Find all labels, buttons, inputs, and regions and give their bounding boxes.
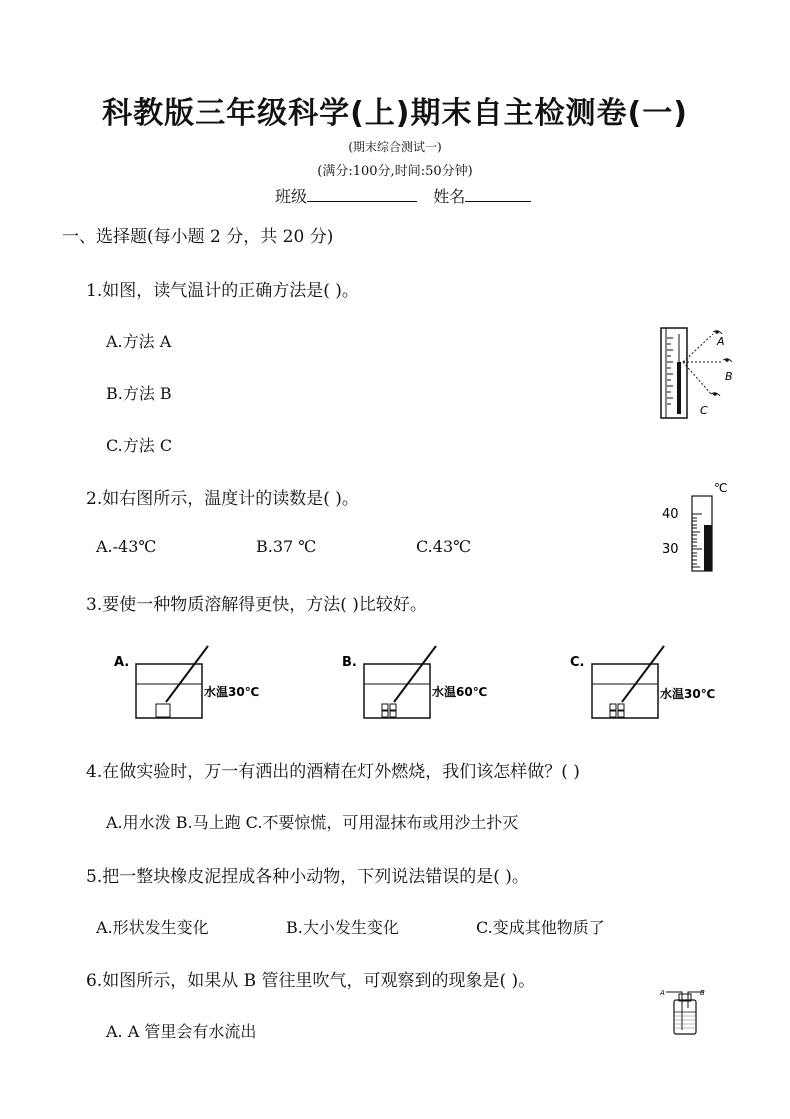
dissolve-figure-a bbox=[114, 642, 274, 722]
question-2-option-c[interactable]: C.43℃ bbox=[416, 537, 472, 556]
figure-label-a: A bbox=[717, 335, 725, 348]
page-subtitle: (期末综合测试一) bbox=[348, 140, 442, 154]
tick-label-30: 30 bbox=[662, 542, 679, 557]
tube-label-b: B bbox=[700, 989, 705, 997]
thermometer-reading-figure bbox=[655, 320, 750, 430]
question-4-options[interactable]: A.用水泼 B.马上跑 C.不要惊慌，可用湿抹布或用沙土扑灭 bbox=[106, 813, 519, 832]
dissolve-figure-c bbox=[570, 642, 730, 722]
tick-label-40: 40 bbox=[662, 507, 679, 522]
water-temp-c: 水温30℃ bbox=[660, 687, 716, 701]
question-6-stem: 6.如图所示，如果从 B 管往里吹气，可观察到的现象是( )。 bbox=[86, 971, 536, 991]
exam-info: (满分:100分,时间:50分钟) bbox=[317, 164, 473, 179]
figure-option-c: C. bbox=[570, 655, 585, 670]
question-5-option-a[interactable]: A.形状发生变化 bbox=[96, 918, 209, 937]
bottle-apparatus-figure bbox=[660, 978, 710, 1038]
question-2-option-a[interactable]: A.-43℃ bbox=[96, 537, 157, 556]
question-4-stem: 4.在做实验时，万一有洒出的酒精在灯外燃烧，我们该怎样做？( ) bbox=[86, 762, 580, 782]
page-title: 科教版三年级科学(上)期末自主检测卷(一) bbox=[102, 96, 688, 131]
question-2-option-b[interactable]: B.37 ℃ bbox=[256, 537, 317, 556]
question-1-option-a[interactable]: A.方法 A bbox=[106, 332, 172, 351]
question-5-option-c[interactable]: C.变成其他物质了 bbox=[476, 918, 605, 937]
thermometer-scale-figure bbox=[660, 478, 740, 578]
name-blank[interactable] bbox=[465, 187, 531, 202]
question-5-stem: 5.把一整块橡皮泥捏成各种小动物，下列说法错误的是( )。 bbox=[86, 867, 529, 887]
class-label: 班级 bbox=[275, 187, 308, 206]
question-6-option-a[interactable]: A. A 管里会有水流出 bbox=[106, 1022, 257, 1041]
figure-option-a: A. bbox=[114, 655, 130, 670]
dissolve-figure-b bbox=[342, 642, 502, 722]
figure-option-b: B. bbox=[342, 655, 357, 670]
section-title: 一、选择题(每小题 2 分，共 20 分) bbox=[62, 227, 334, 247]
figure-label-b: B bbox=[725, 370, 733, 383]
question-3-stem: 3.要使一种物质溶解得更快，方法( )比较好。 bbox=[86, 595, 427, 615]
question-1-stem: 1.如图，读气温计的正确方法是( )。 bbox=[86, 281, 359, 301]
water-temp-a: 水温30℃ bbox=[204, 685, 260, 699]
class-blank[interactable] bbox=[307, 187, 417, 202]
name-label: 姓名 bbox=[433, 187, 466, 206]
question-5-option-b[interactable]: B.大小发生变化 bbox=[286, 918, 399, 937]
water-temp-b: 水温60℃ bbox=[432, 685, 488, 699]
question-2-stem: 2.如右图所示，温度计的读数是( )。 bbox=[86, 489, 359, 509]
question-1-option-b[interactable]: B.方法 B bbox=[106, 384, 172, 403]
degree-unit-label: ℃ bbox=[714, 481, 728, 495]
student-info-line bbox=[275, 184, 531, 207]
figure-label-c: C bbox=[700, 404, 708, 417]
question-1-option-c[interactable]: C.方法 C bbox=[106, 436, 173, 455]
tube-label-a: A bbox=[660, 989, 665, 997]
